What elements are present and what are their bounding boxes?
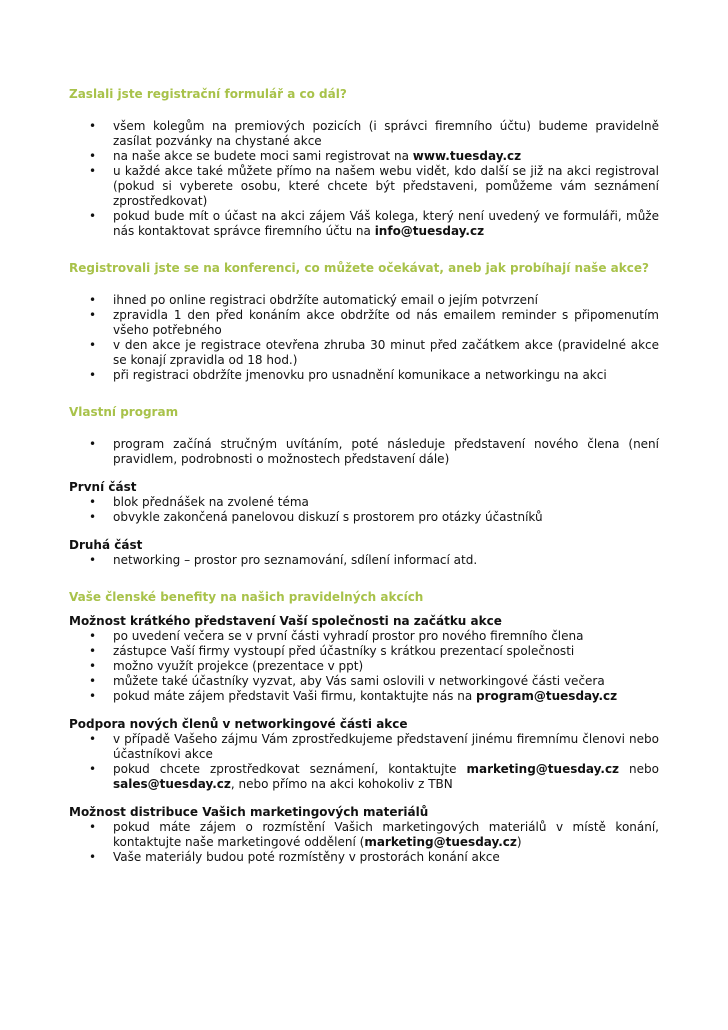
email-text[interactable]: info@tuesday.cz <box>374 224 485 238</box>
list-item: • obvykle zakončená panelovou diskuzí s prostorem pro otázky účastníků <box>69 510 659 525</box>
section-heading: Vlastní program <box>69 405 179 419</box>
list-item: • pokud máte zájem o rozmístění Vašich marketingových materiálů v místě konání, kontaktujte naše marketingové oddělení (marketing@tuesday.cz) <box>69 820 659 850</box>
list-item: • všem kolegům na premiových pozicích (i správci firemního účtu) budeme pravidelně zasílat pozvánky na chystané akce <box>69 119 659 149</box>
bullet-list <box>69 732 659 792</box>
email-text[interactable]: marketing@tuesday.cz <box>466 762 620 776</box>
list-item: • zpravidla 1 den před konáním akce obdržíte od nás emailem reminder s připomenutím všeho potřebného <box>69 308 659 338</box>
list-item: • můžete také účastníky vyzvat, aby Vás sami oslovili v networkingové části večera <box>69 674 659 689</box>
document-body <box>69 87 659 865</box>
section-heading: Zaslali jste registrační formulář a co dál? <box>69 87 347 101</box>
subsection-title: První část <box>69 480 137 494</box>
list-item: • pokud bude mít o účast na akci zájem Váš kolega, který není uvedený ve formuláři, může nás kontaktovat správce firemního účtu na info@tuesday.cz <box>69 209 659 239</box>
section-heading: Vaše členské benefity na našich pravidelných akcích <box>69 590 424 604</box>
bullet-list <box>69 820 659 865</box>
list-item: • ihned po online registraci obdržíte automatický email o jejím potvrzení <box>69 293 659 308</box>
bullet-list <box>69 437 659 467</box>
subsection-title: Možnost distribuce Vašich marketingových materiálů <box>69 805 429 819</box>
list-item: • blok přednášek na zvolené téma <box>69 495 659 510</box>
list-item: • možno využít projekce (prezentace v ppt) <box>69 659 659 674</box>
list-item: • pokud chcete zprostředkovat seznámení, kontaktujte marketing@tuesday.cz nebo sales@tuesday.cz, nebo přímo na akci kohokoliv z TBN <box>69 762 659 792</box>
section-heading: Registrovali jste se na konferenci, co můžete očekávat, aneb jak probíhají naše akce? <box>69 261 649 275</box>
list-item: • v případě Vašeho zájmu Vám zprostředkujeme představení jinému firemnímu členovi nebo účastníkovi akce <box>69 732 659 762</box>
email-text[interactable]: program@tuesday.cz <box>476 689 618 703</box>
list-item: • networking – prostor pro seznamování, sdílení informací atd. <box>69 553 659 568</box>
list-item: • u každé akce také můžete přímo na našem webu vidět, kdo další se již na akci registroval (pokud si vyberete osobu, které chcete být představeni, pomůžeme vám seznámení zprostředkovat) <box>69 164 659 209</box>
list-item: • v den akce je registrace otevřena zhruba 30 minut před začátkem akce (pravidelné akce se konají zpravidla od 18 hod.) <box>69 338 659 368</box>
list-item: • Vaše materiály budou poté rozmístěny v prostorách konání akce <box>69 850 659 865</box>
bullet-list <box>69 495 659 525</box>
subsection-title: Možnost krátkého představení Vaší společnosti na začátku akce <box>69 614 502 628</box>
list-item: • po uvedení večera se v první části vyhradí prostor pro nového firemního člena <box>69 629 659 644</box>
bullet-list <box>69 629 659 704</box>
list-item: • pokud máte zájem představit Vaši firmu, kontaktujte nás na program@tuesday.cz <box>69 689 659 704</box>
bullet-list <box>69 119 659 239</box>
list-item: • zástupce Vaší firmy vystoupí před účastníky s krátkou prezentací společnosti <box>69 644 659 659</box>
list-item: • při registraci obdržíte jmenovku pro usnadnění komunikace a networkingu na akci <box>69 368 659 383</box>
list-item: • na naše akce se budete moci sami registrovat na www.tuesday.cz <box>69 149 659 164</box>
subsection-title: Druhá část <box>69 538 143 552</box>
bullet-list <box>69 293 659 383</box>
email-text[interactable]: marketing@tuesday.cz <box>364 835 517 849</box>
email-text[interactable]: sales@tuesday.cz <box>113 777 231 791</box>
subsection-title: Podpora nových členů v networkingové části akce <box>69 717 408 731</box>
link-text[interactable]: www.tuesday.cz <box>412 149 522 163</box>
list-item: • program začíná stručným uvítáním, poté následuje představení nového člena (není pravidlem, podrobnosti o možnostech představení dále) <box>69 437 659 467</box>
bullet-list <box>69 553 659 568</box>
